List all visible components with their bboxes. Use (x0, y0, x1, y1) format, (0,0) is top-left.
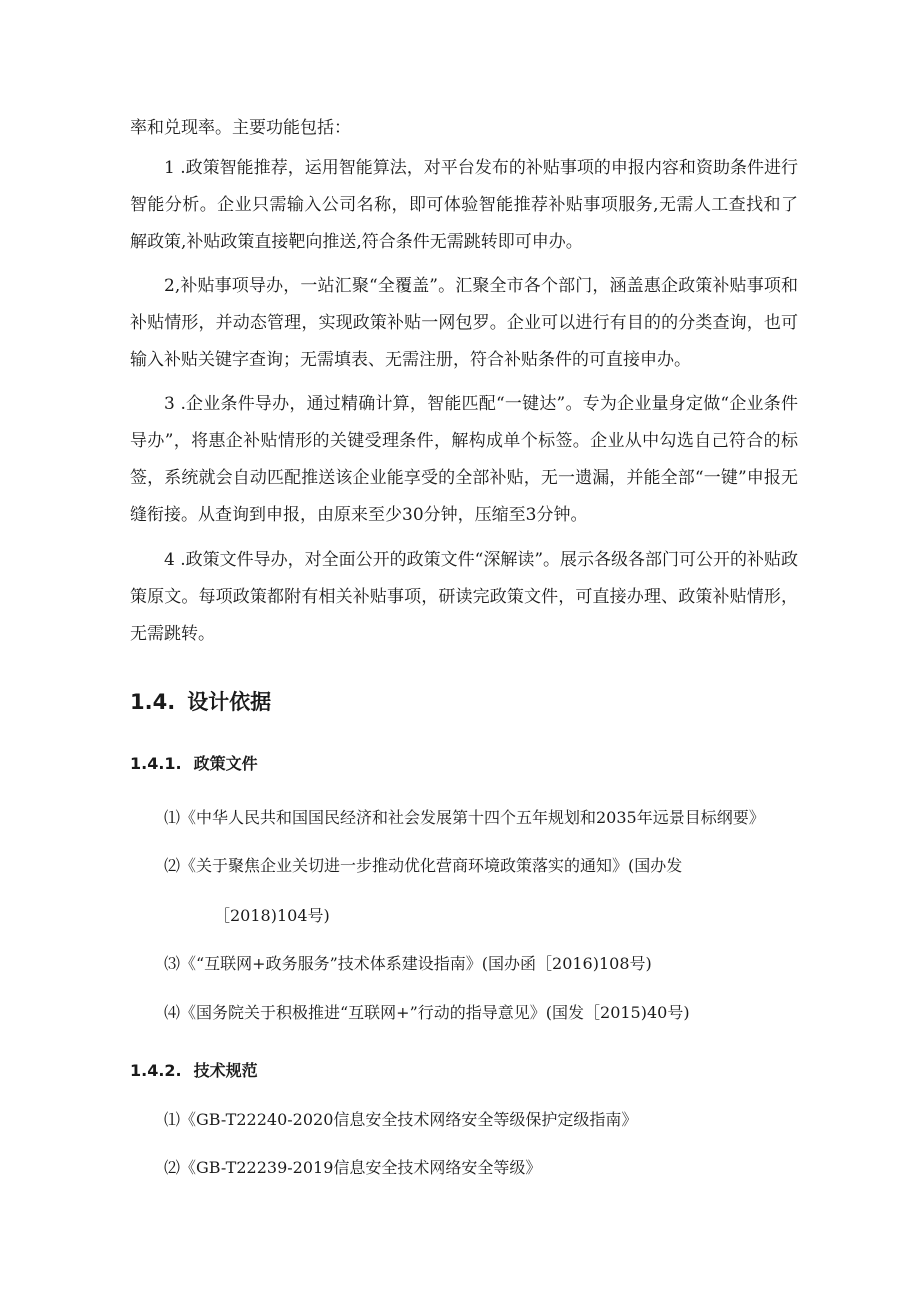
section-heading (130, 686, 271, 716)
policy-ref-4: ⑷《国务院关于积极推进“互联网+”行动的指导意见》(国发［2015)40号) (164, 1003, 690, 1022)
section-number: 1.4. (130, 690, 176, 714)
policy-title: 政策文件 (193, 754, 258, 773)
policy-ref-2-continued: ［2018)104号) (214, 906, 330, 925)
policy-number: 1.4.1. (130, 754, 182, 773)
policy-ref-1: ⑴《中华人民共和国国民经济和社会发展第十四个五年规划和2035年远景目标纲要》 (164, 808, 765, 827)
policy-ref-3: ⑶《“互联网+政务服务”技术体系建设指南》(国办函［2016)108号) (164, 954, 652, 973)
function-item-2: 2,补贴事项导办，一站汇聚“全覆盖”。汇聚全市各个部门，涵盖惠企政策补贴事项和补贴情形，并动态管理，实现政策补贴一网包罗。企业可以进行有目的的分类查询，也可输入补贴关键字查询；无需填表、无需注册，符合补贴条件的可直接申办。 (130, 276, 798, 370)
tech-title: 技术规范 (193, 1061, 258, 1080)
section-title: 设计依据 (187, 690, 272, 714)
policy-heading (130, 751, 258, 774)
intro-paragraph: 率和兑现率。主要功能包括： (130, 118, 351, 138)
function-item-3: 3 .企业条件导办，通过精确计算，智能匹配“一键达”。专为企业量身定做“企业条件导办”，将惠企补贴情形的关键受理条件，解构成单个标签。企业从中勾选自己符合的标签，系统就会自动匹配推送该企业能享受的全部补贴，无一遗漏，并能全部“一键”申报无缝衔接。从查询到申报，由原来至少30分钟，压缩至3分钟。 (130, 394, 798, 525)
policy-ref-2: ⑵《关于聚焦企业关切进一步推动优化营商环境政策落实的通知》(国办发 (164, 856, 683, 875)
tech-number: 1.4.2. (130, 1061, 182, 1080)
tech-ref-2: ⑵《GB-T22239-2019信息安全技术网络安全等级》 (164, 1158, 542, 1177)
function-item-4: 4 .政策文件导办，对全面公开的政策文件“深解读”。展示各级各部门可公开的补贴政策原文。每项政策都附有相关补贴事项，研读完政策文件，可直接办理、政策补贴情形，无需跳转。 (130, 550, 799, 644)
tech-ref-1: ⑴《GB-T22240-2020信息安全技术网络安全等级保护定级指南》 (164, 1110, 638, 1129)
function-item-1: 1 .政策智能推荐，运用智能算法，对平台发布的补贴事项的申报内容和资助条件进行智能分析。企业只需输入公司名称，即可体验智能推荐补贴事项服务,无需人工查找和了解政策,补贴政策直接靶向推送,符合条件无需跳转即可申办。 (130, 158, 798, 252)
tech-heading (130, 1058, 258, 1081)
